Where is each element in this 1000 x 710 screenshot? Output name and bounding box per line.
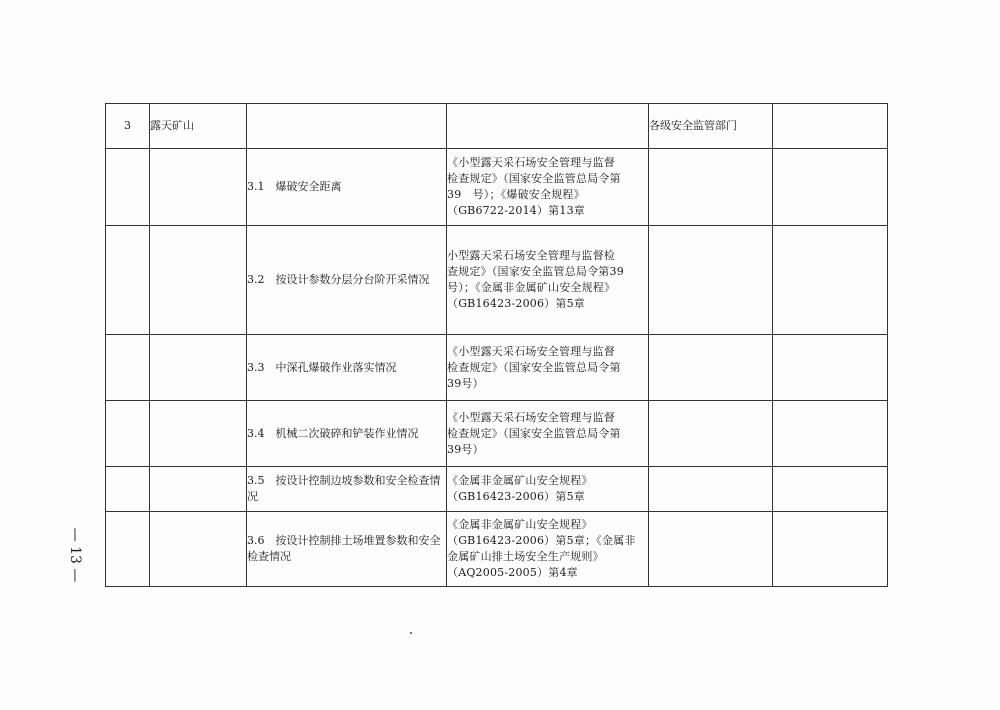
basis-line: 39 号）；《爆破安全规程》: [447, 188, 585, 201]
category-cell: [150, 335, 247, 401]
item-cell: 3.4 机械二次破碎和铲装作业情况: [247, 401, 447, 467]
note-cell: [773, 149, 888, 226]
department-cell: [649, 149, 773, 226]
note-cell: [773, 401, 888, 467]
basis-line: 39号）: [447, 376, 484, 390]
item-cell: 3.2 按设计参数分层分台阶开采情况: [247, 226, 447, 335]
basis-line: 查规定》（国家安全监管总局令第39: [447, 265, 624, 278]
category-cell: [150, 226, 247, 335]
item-cell: 3.3 中深孔爆破作业落实情况: [247, 335, 447, 401]
inspection-table: [105, 103, 888, 587]
basis-line: 《金属非金属矿山安全规程》: [447, 518, 593, 531]
basis-line: 小型露天采石场安全管理与监督检: [447, 249, 615, 262]
basis-line: 号）；《金属非金属矿山安全规程》: [447, 281, 616, 294]
basis-line: 《金属非金属矿山安全规程》: [447, 474, 593, 487]
row-number-cell: [106, 467, 150, 512]
basis-cell: [447, 149, 649, 226]
basis-line: （GB16423-2006）第5章: [447, 490, 585, 503]
note-cell: [773, 104, 888, 149]
category-cell: [150, 512, 247, 587]
basis-cell: [447, 467, 649, 512]
row-number-cell: 3: [106, 104, 150, 149]
category-cell: [150, 401, 247, 467]
basis-line: 39号）: [447, 442, 484, 456]
basis-cell: [447, 335, 649, 401]
category-cell: 露天矿山: [150, 104, 247, 149]
category-cell: [150, 467, 247, 512]
basis-cell: [447, 104, 649, 149]
table-row: [106, 149, 888, 226]
basis-cell: [447, 512, 649, 587]
table-row: [106, 512, 888, 587]
basis-line: 金属矿山排土场安全生产规则》: [447, 550, 604, 563]
basis-line: 检查规定》（国家安全监管总局令第: [447, 426, 621, 440]
department-cell: [649, 467, 773, 512]
page-number: — 13 —: [67, 527, 83, 583]
table-row: [106, 467, 888, 512]
stray-mark: [410, 632, 412, 634]
row-number-cell: [106, 226, 150, 335]
department-cell: [649, 401, 773, 467]
category-cell: [150, 149, 247, 226]
table-row: [106, 335, 888, 401]
department-cell: [649, 335, 773, 401]
item-cell: 3.1 爆破安全距离: [247, 149, 447, 226]
note-cell: [773, 226, 888, 335]
basis-line: （GB16423-2006）第5章: [447, 297, 585, 310]
table-row: [106, 226, 888, 335]
basis-line: （GB16423-2006）第5章；《金属非: [447, 534, 636, 547]
item-cell: [247, 104, 447, 149]
basis-line: 检查规定》（国家安全监管总局令第: [447, 172, 621, 185]
row-number-cell: [106, 401, 150, 467]
item-cell: 3.5 按设计控制边坡参数和安全检查情况: [247, 467, 447, 512]
note-cell: [773, 467, 888, 512]
row-number-cell: [106, 335, 150, 401]
basis-line: 《小型露天采石场安全管理与监督: [447, 344, 615, 358]
row-number-cell: [106, 512, 150, 587]
basis-line: （GB6722-2014）第13章: [447, 204, 585, 217]
department-cell: [649, 226, 773, 335]
department-cell: 各级安全监管部门: [649, 104, 773, 149]
basis-line: （AQ2005-2005）第4章: [447, 566, 578, 579]
table-row: [106, 104, 888, 149]
row-number-cell: [106, 149, 150, 226]
basis-line: 《小型露天采石场安全管理与监督: [447, 156, 615, 169]
item-cell: 3.6 按设计控制排土场堆置参数和安全检查情况: [247, 512, 447, 587]
note-cell: [773, 512, 888, 587]
note-cell: [773, 335, 888, 401]
basis-cell: [447, 401, 649, 467]
basis-line: 检查规定》（国家安全监管总局令第: [447, 360, 621, 374]
department-cell: [649, 512, 773, 587]
table-row: [106, 401, 888, 467]
basis-cell: [447, 226, 649, 335]
basis-line: 《小型露天采石场安全管理与监督: [447, 410, 615, 424]
